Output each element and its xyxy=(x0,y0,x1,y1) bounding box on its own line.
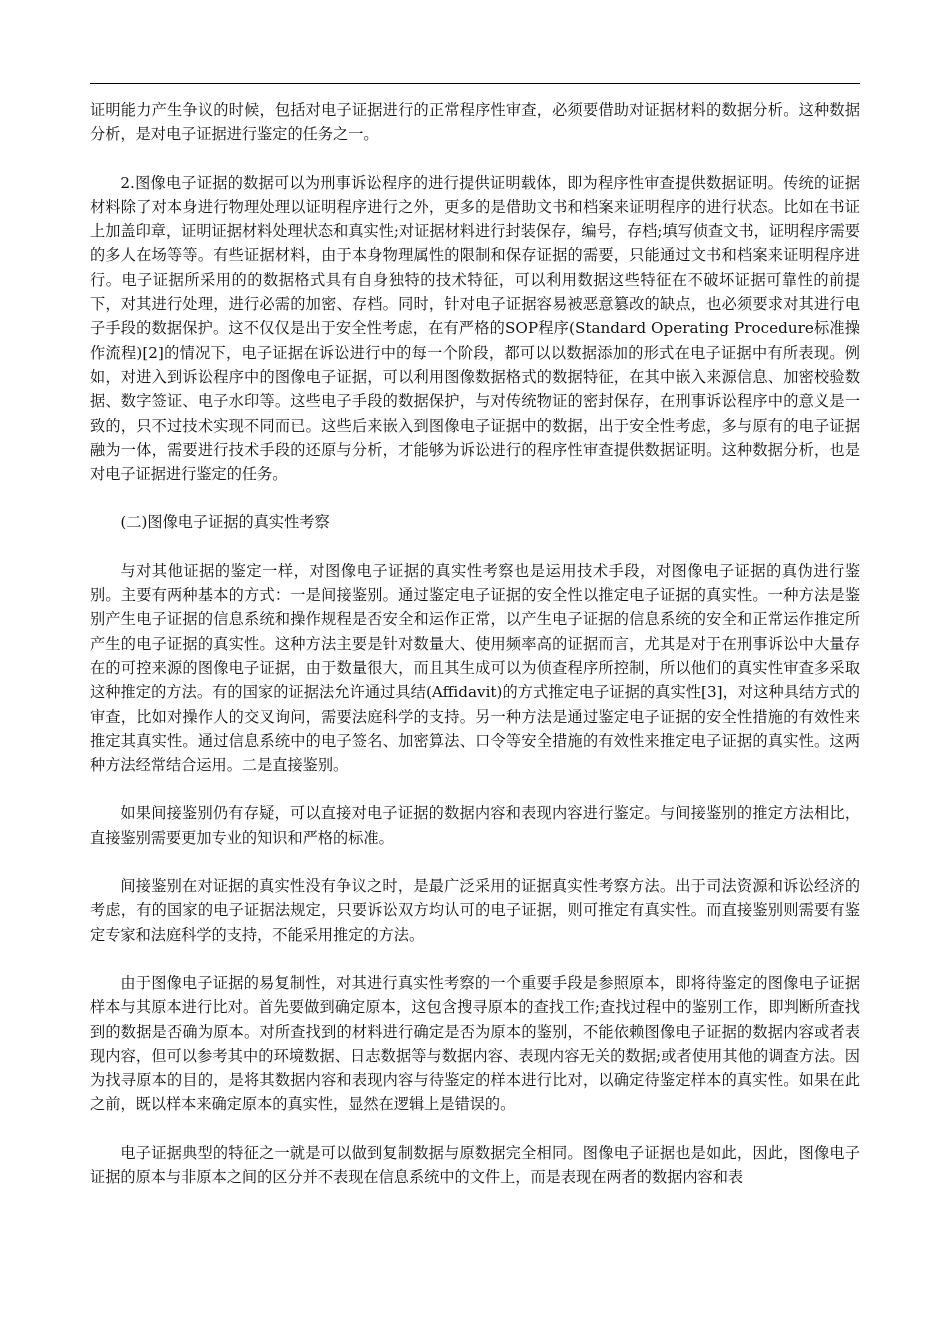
header-rule xyxy=(90,83,860,84)
paragraph: 与对其他证据的鉴定一样，对图像电子证据的真实性考察也是运用技术手段，对图像电子证据的真伪进行鉴别。主要有两种基本的方式：一是间接鉴别。通过鉴定电子证据的安全性以推定电子证据的真实性。一种方法是鉴别产生电子证据的信息系统和操作规程是否安全和运作正常，以产生电子证据的信息系统的安全和正常运作推定所产生的电子证据的真实性。这种方法主要是针对数量大、使用频率高的证据而言，尤其是对于在刑事诉讼中大量存在的可控来源的图像电子证据，由于数量很大，而且其生成可以为侦查程序所控制，所以他们的真实性审查多采取这种推定的方法。有的国家的证据法允许通过具结(Affidavit)的方式推定电子证据的真实性[3]，对这种具结方式的审查，比如对操作人的交叉询问，需要法庭科学的支持。另一种方法是通过鉴定电子证据的安全性措施的有效性来推定其真实性。通过信息系统中的电子签名、加密算法、口令等安全措施的有效性来推定电子证据的真实性。这两种方法经常结合运用。二是直接鉴别。 xyxy=(90,561,860,775)
document-body xyxy=(90,98,860,1213)
paragraph: 间接鉴别在对证据的真实性没有争议之时，是最广泛采用的证据真实性考察方法。出于司法资源和诉讼经济的考虑，有的国家的电子证据法规定，只要诉讼双方均认可的电子证据，则可推定有真实性。而直接鉴别则需要有鉴定专家和法庭科学的支持，不能采用推定的方法。 xyxy=(90,877,860,944)
paragraph: 证明能力产生争议的时候，包括对电子证据进行的正常程序性审查，必须要借助对证据材料的数据分析。这种数据分析，是对电子证据进行鉴定的任务之一。 xyxy=(90,101,860,144)
paragraph: 电子证据典型的特征之一就是可以做到复制数据与原数据完全相同。图像电子证据也是如此，因此，图像电子证据的原本与非原本之间的区分并不表现在信息系统中的文件上，而是表现在两者的数据内容和表 xyxy=(90,1143,860,1186)
paragraph: 由于图像电子证据的易复制性，对其进行真实性考察的一个重要手段是参照原本，即将待鉴定的图像电子证据样本与其原本进行比对。首先要做到确定原本，这包含搜寻原本的查找工作;查找过程中的鉴别工作，即判断所查找到的数据是否确为原本。对所查找到的材料进行确定是否为原本的鉴别，不能依赖图像电子证据的数据内容或者表现内容，但可以参考其中的环境数据、日志数据等与数据内容、表现内容无关的数据;或者使用其他的调查方法。因为找寻原本的目的，是将其数据内容和表现内容与待鉴定的样本进行比对，以确定待鉴定样本的真实性。如果在此之前，既以样本来确定原本的真实性，显然在逻辑上是错误的。 xyxy=(90,973,860,1114)
paragraph: 2.图像电子证据的数据可以为刑事诉讼程序的进行提供证明载体，即为程序性审查提供数据证明。传统的证据材料除了对本身进行物理处理以证明程序进行之外，更多的是借助文书和档案来证明程序的进行状态。比如在书证上加盖印章，证明证据材料处理状态和真实性;对证据材料进行封装保存，编号，存档;填写侦查文书，证明程序需要的多人在场等等。有些证据材料，由于本身物理属性的限制和保存证据的需要，只能通过文书和档案来证明程序进行。电子证据所采用的的数据格式具有自身独特的技术特征，可以利用数据这些特征在不破坏证据可靠性的前提下，对其进行处理，进行必需的加密、存档。同时，针对电子证据容易被恶意篡改的缺点，也必须要求对其进行电子手段的数据保护。这不仅仅是出于安全性考虑，在有严格的SOP程序(Standard Operating Procedure标准操作流程)[2]的情况下，电子证据在诉讼进行中的每一个阶段，都可以以数据添加的形式在电子证据中有所表现。例如，对进入到诉讼程序中的图像电子证据，可以利用图像数据格式的数据特征，在其中嵌入来源信息、加密校验数据、数字签证、电子水印等。这些电子手段的数据保护，与对传统物证的密封保存，在刑事诉讼程序中的意义是一致的，只不过技术实现不同而已。这些后来嵌入到图像电子证据中的数据，出于安全性考虑，多与原有的电子证据融为一体，需要进行技术手段的还原与分析，才能够为诉讼进行的程序性审查提供数据证明。这种数据分析，也是对电子证据进行鉴定的任务。 xyxy=(90,173,860,484)
section-heading: (二)图像电子证据的真实性考察 xyxy=(120,513,330,532)
paragraph: 如果间接鉴别仍有存疑，可以直接对电子证据的数据内容和表现内容进行鉴定。与间接鉴别的推定方法相比，直接鉴别需要更加专业的知识和严格的标准。 xyxy=(90,804,860,847)
